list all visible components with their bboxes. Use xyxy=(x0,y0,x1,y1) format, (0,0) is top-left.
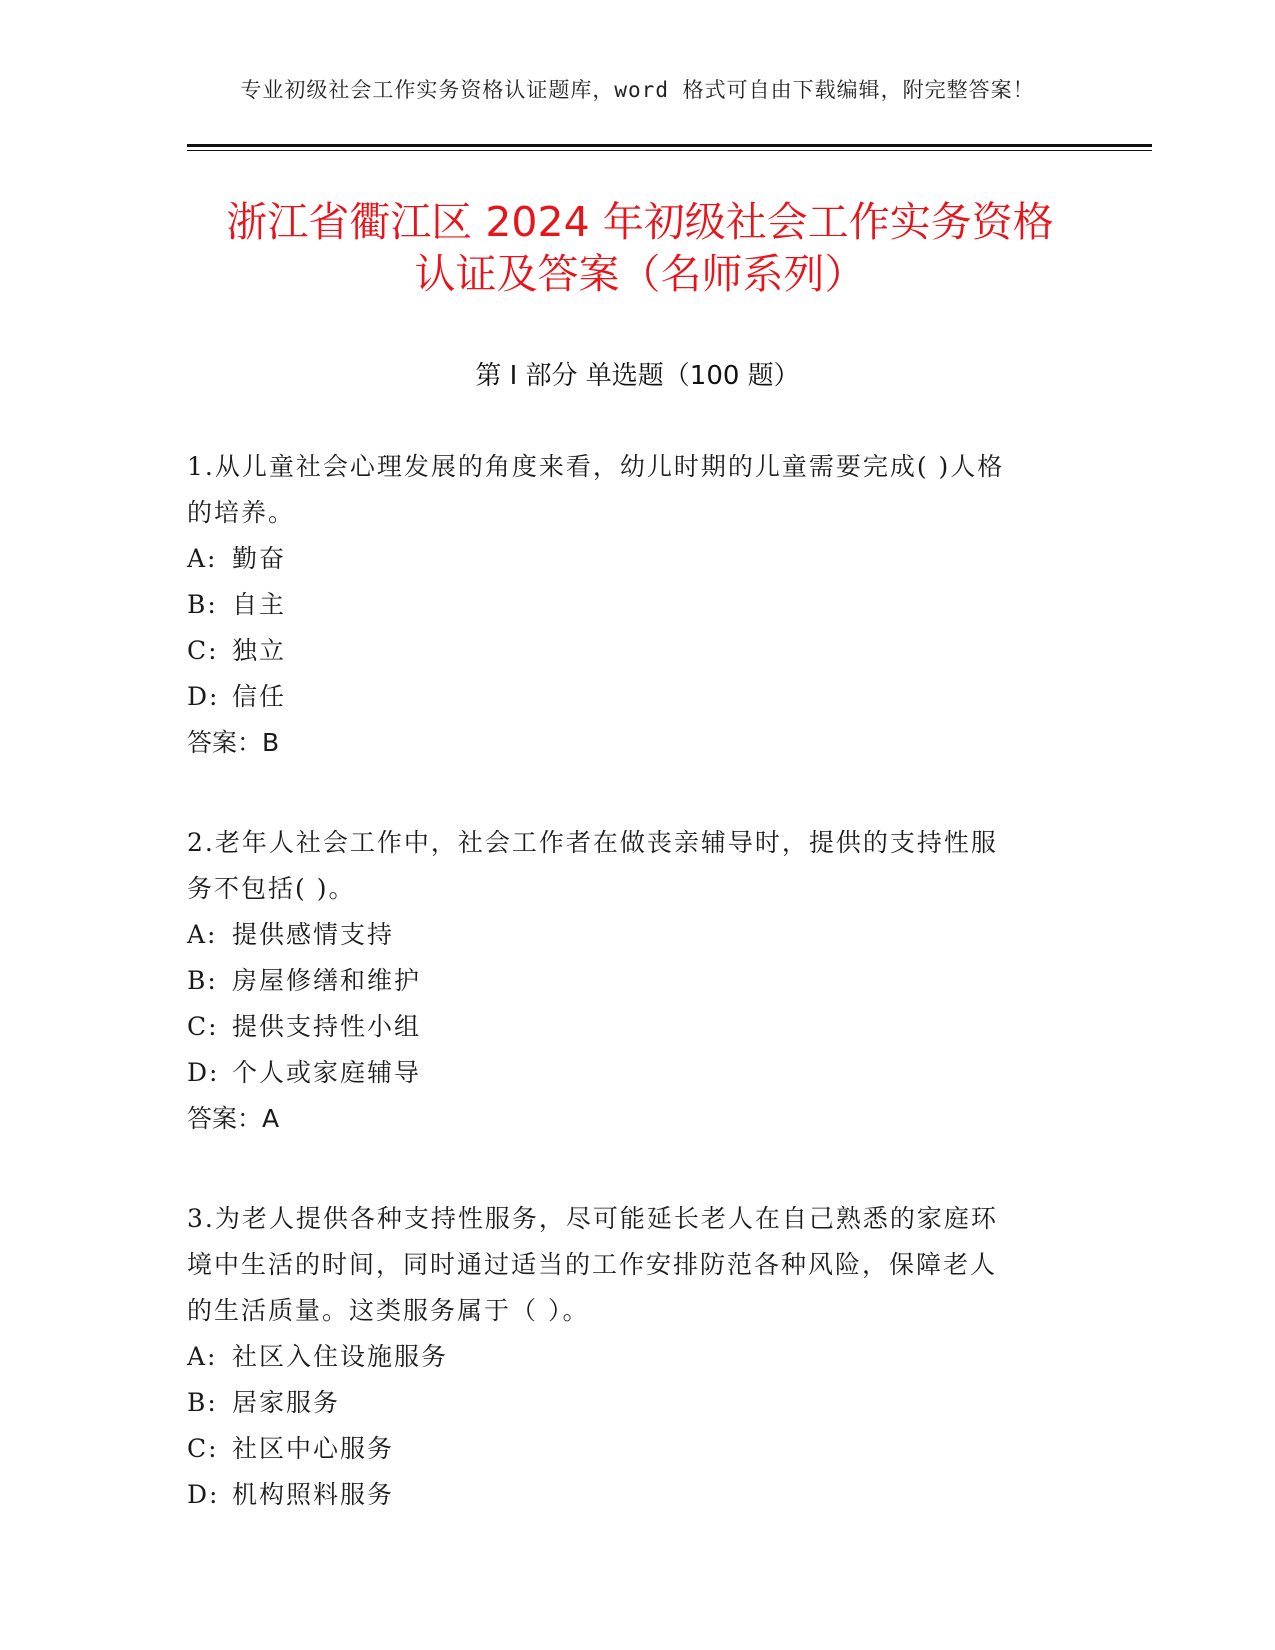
option-text: 信任 xyxy=(232,682,287,711)
option-d xyxy=(187,1472,1067,1518)
option-key: C: xyxy=(187,1012,219,1041)
option-c xyxy=(187,1426,1067,1472)
option-key: B: xyxy=(187,966,218,995)
option-text: 个人或家庭辅导 xyxy=(232,1058,422,1087)
option-key: A: xyxy=(187,920,218,949)
option-d xyxy=(187,1050,1067,1096)
option-text: 提供支持性小组 xyxy=(232,1012,422,1041)
option-key: B: xyxy=(187,590,218,619)
title-line-2: 认证及答案（名师系列） xyxy=(414,250,866,298)
option-a xyxy=(187,912,1067,958)
section-heading: 第 I 部分 单选题（100 题） xyxy=(475,361,800,391)
option-key: D: xyxy=(187,682,220,711)
question-stem-line: 的生活质量。这类服务属于（ ）。 xyxy=(187,1296,590,1325)
option-text: 自主 xyxy=(232,590,287,619)
option-a xyxy=(187,1334,1067,1380)
answer: 答案：A xyxy=(187,1104,280,1133)
question-stem-line: 的培养。 xyxy=(187,498,296,527)
question-list xyxy=(187,444,1067,1572)
question-1 xyxy=(187,444,1067,766)
option-text: 勤奋 xyxy=(232,544,287,573)
option-text: 社区入住设施服务 xyxy=(232,1342,449,1371)
title-line-1: 浙江省衢江区 2024 年初级社会工作实务资格 xyxy=(226,198,1054,246)
option-text: 独立 xyxy=(232,636,287,665)
option-text: 机构照料服务 xyxy=(232,1480,395,1509)
option-c xyxy=(187,628,1067,674)
option-a xyxy=(187,536,1067,582)
document-title xyxy=(190,196,1090,300)
question-2 xyxy=(187,820,1067,1142)
question-stem-line: 境中生活的时间，同时通过适当的工作安排防范各种风险，保障老人 xyxy=(187,1250,998,1279)
option-text: 房屋修缮和维护 xyxy=(232,966,422,995)
question-stem-line: 3.为老人提供各种支持性服务，尽可能延长老人在自己熟悉的家庭环 xyxy=(187,1204,998,1233)
option-key: B: xyxy=(187,1388,218,1417)
question-stem-line: 1.从儿童社会心理发展的角度来看，幼儿时期的儿童需要完成( )人格 xyxy=(187,452,1005,481)
option-b xyxy=(187,958,1067,1004)
option-key: D: xyxy=(187,1480,220,1509)
option-text: 社区中心服务 xyxy=(232,1434,395,1463)
option-b xyxy=(187,582,1067,628)
option-key: A: xyxy=(187,1342,218,1371)
header-rule-thin xyxy=(187,150,1152,151)
option-b xyxy=(187,1380,1067,1426)
option-text: 居家服务 xyxy=(232,1388,341,1417)
option-d xyxy=(187,674,1067,720)
option-c xyxy=(187,1004,1067,1050)
answer: 答案：B xyxy=(187,728,280,757)
header-rule-thick xyxy=(187,144,1152,147)
question-3 xyxy=(187,1196,1067,1518)
option-text: 提供感情支持 xyxy=(232,920,395,949)
option-key: C: xyxy=(187,1434,219,1463)
option-key: A: xyxy=(187,544,218,573)
question-stem-line: 务不包括( )。 xyxy=(187,874,356,903)
option-key: D: xyxy=(187,1058,220,1087)
question-stem-line: 2.老年人社会工作中，社会工作者在做丧亲辅导时，提供的支持性服 xyxy=(187,828,998,857)
header-note: 专业初级社会工作实务资格认证题库，word 格式可自由下载编辑，附完整答案！ xyxy=(240,78,1035,102)
option-key: C: xyxy=(187,636,219,665)
